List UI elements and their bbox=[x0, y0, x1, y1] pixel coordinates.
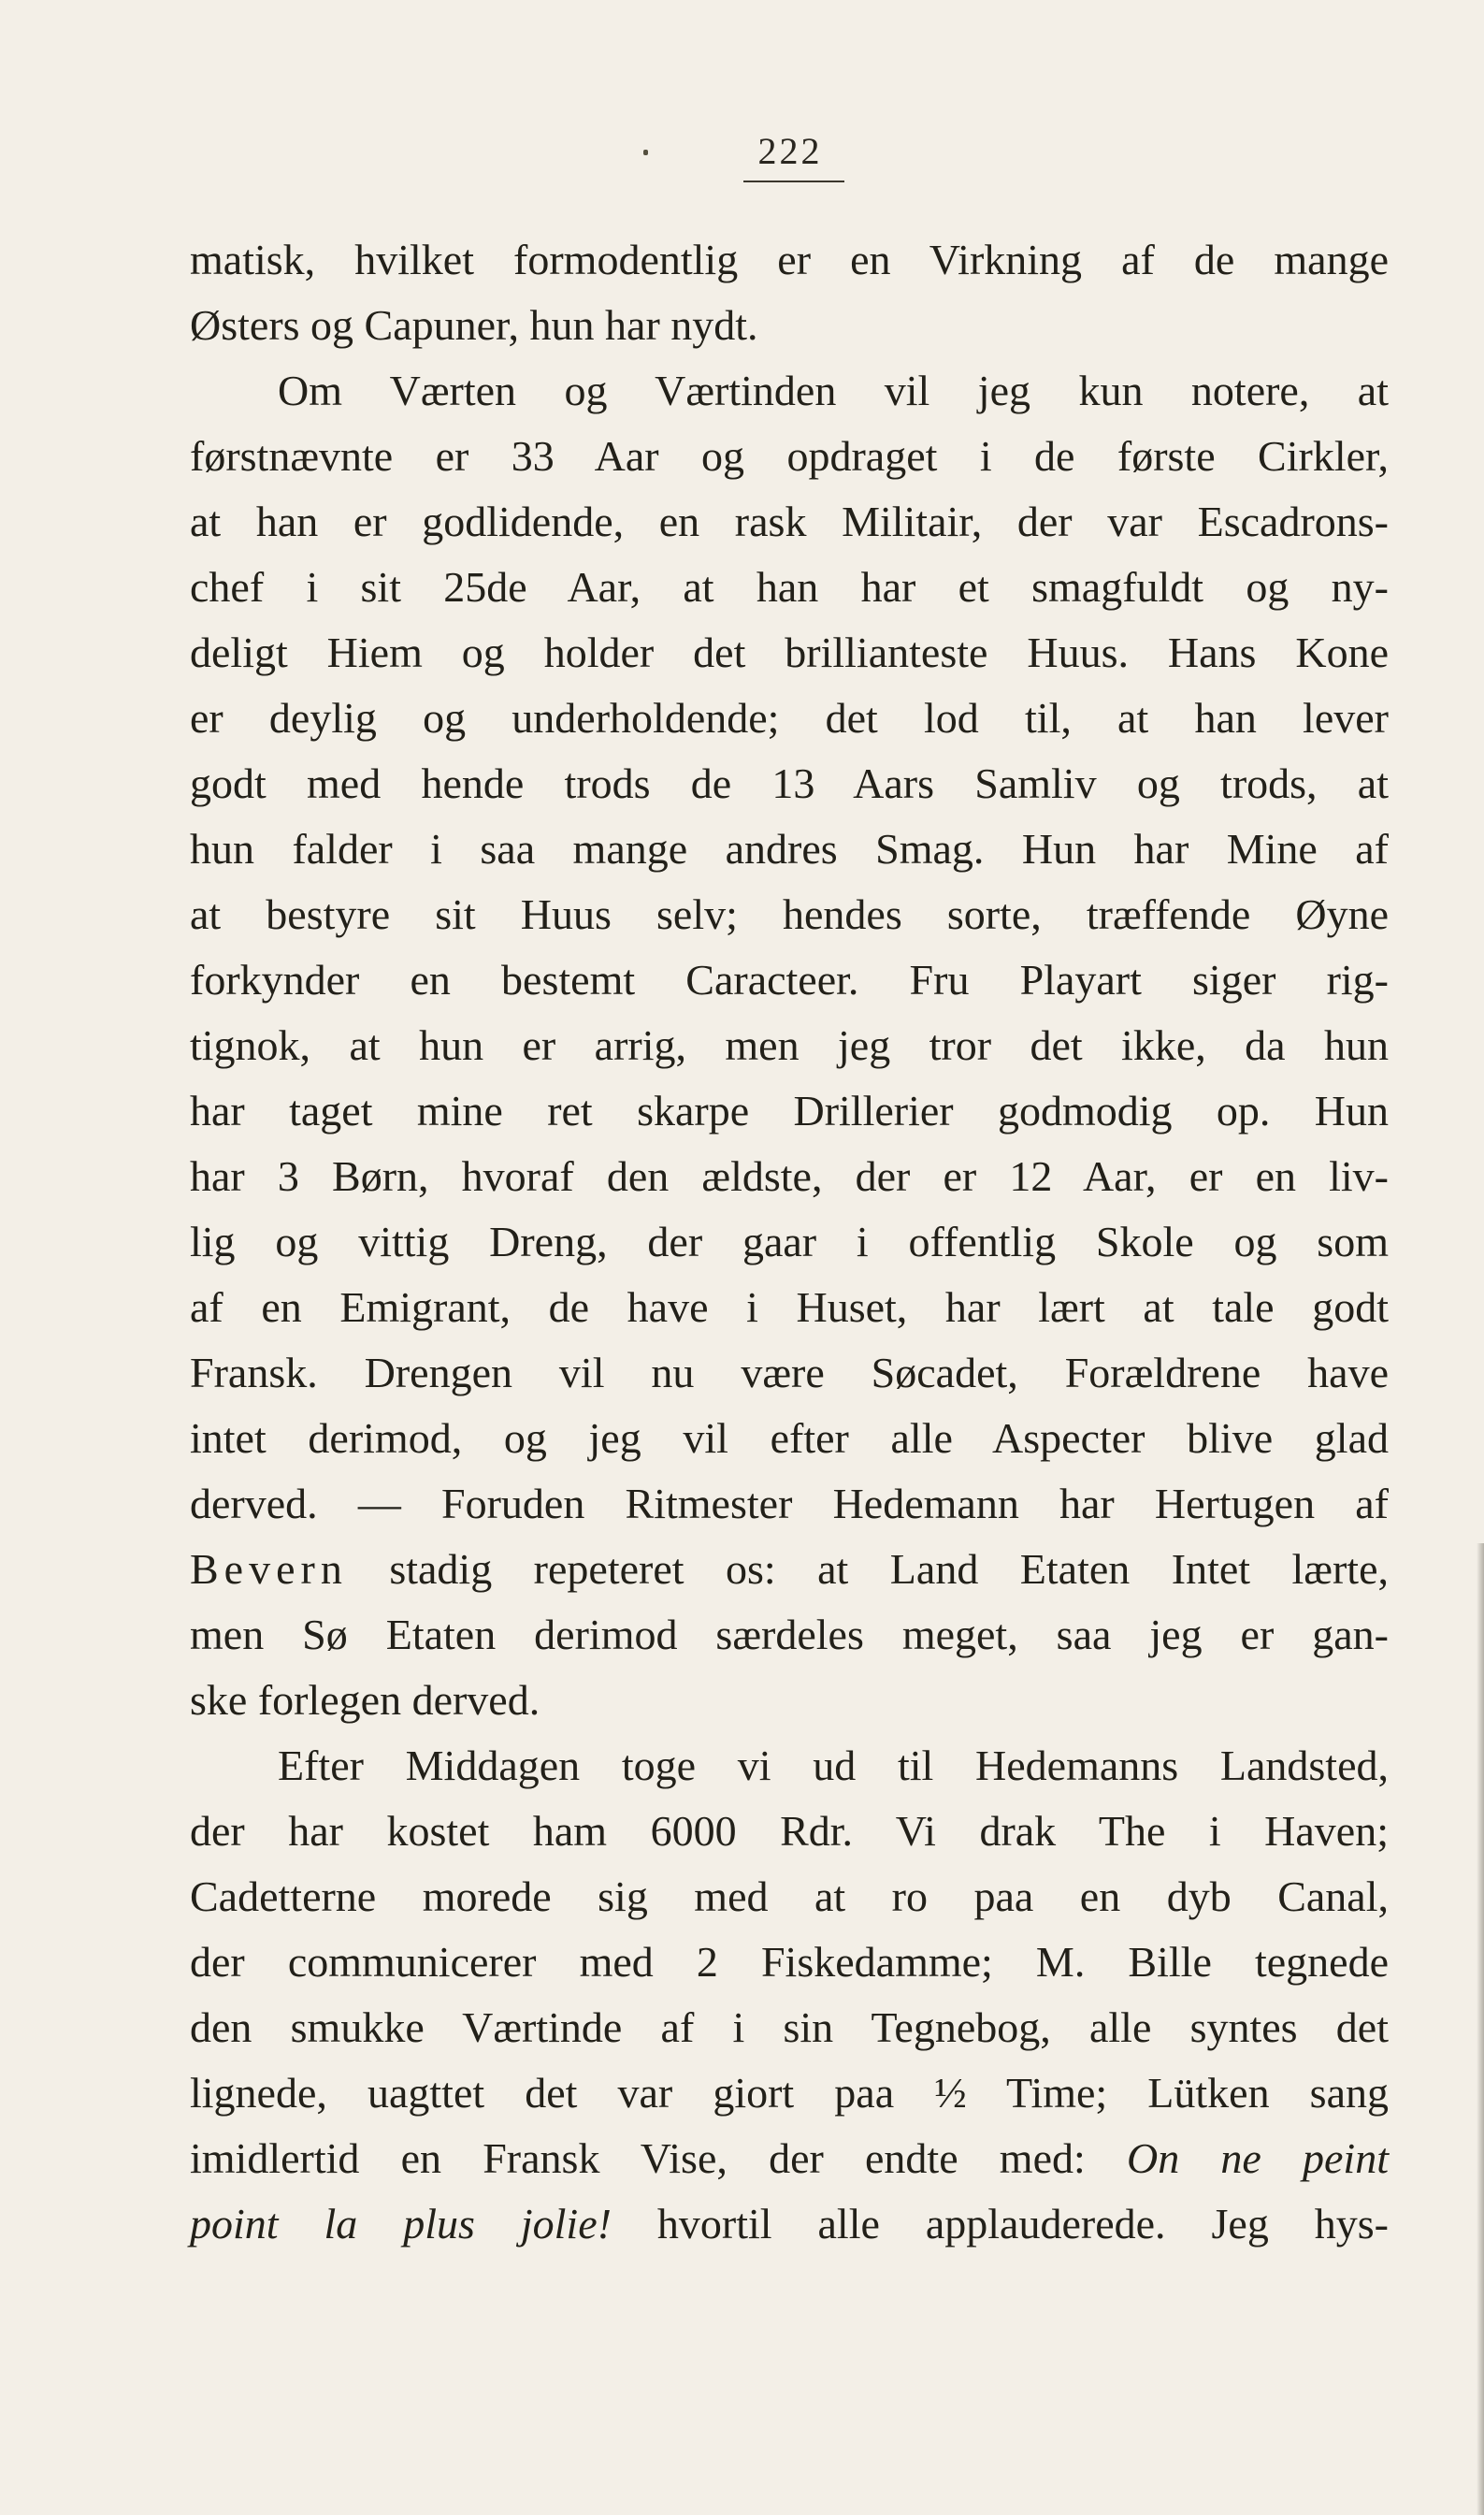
text-segment: imidlertid en Fransk Vise, der endte med: bbox=[190, 2134, 1127, 2182]
text-line: hun falder i saa mange andres Smag. Hun har Mine af bbox=[190, 825, 1389, 873]
text-line: har 3 Børn, hvoraf den ældste, der er 12 Aar, er en liv- bbox=[190, 1152, 1389, 1200]
print-mark bbox=[643, 150, 648, 155]
text-line: Om Værten og Værtinden vil jeg kun notere, at bbox=[278, 367, 1389, 414]
text-line bbox=[190, 2126, 1389, 2191]
spaced-name: Bevern bbox=[190, 1545, 348, 1593]
text-line: men Sø Etaten derimod særdeles meget, saa jeg er gan- bbox=[190, 1611, 1389, 1658]
text-line: matisk, hvilket formodentlig er en Virkning af de mange bbox=[190, 236, 1389, 283]
text-line bbox=[190, 2191, 1389, 2257]
text-line: der communicerer med 2 Fiskedamme; M. Bille tegnede bbox=[190, 1938, 1389, 1986]
text-line: lignede, uagttet det var giort paa ½ Time; Lütken sang bbox=[190, 2069, 1389, 2117]
text-segment: stadig repeteret os: at Land Etaten Intet lærte, bbox=[347, 1545, 1389, 1593]
text-line: deligt Hiem og holder det brillianteste Huus. Hans Kone bbox=[190, 629, 1389, 676]
text-line: at han er godlidende, en rask Militair, der var Escadrons- bbox=[190, 498, 1389, 545]
text-line: Østers og Capuner, hun har nydt. bbox=[190, 301, 758, 349]
text-line bbox=[190, 1537, 1389, 1602]
body-text bbox=[190, 227, 1389, 2257]
text-line: af en Emigrant, de have i Huset, har lært at tale godt bbox=[190, 1283, 1389, 1331]
text-line: lig og vittig Dreng, der gaar i offentlig Skole og som bbox=[190, 1218, 1389, 1265]
text-line: den smukke Værtinde af i sin Tegnebog, alle syntes det bbox=[190, 2003, 1389, 2051]
italic-quote: On ne peint bbox=[1126, 2134, 1389, 2182]
text-line: Efter Middagen toge vi ud til Hedemanns Landsted, bbox=[278, 1742, 1389, 1789]
text-line: tignok, at hun er arrig, men jeg tror det ikke, da hun bbox=[190, 1021, 1389, 1069]
text-line: intet derimod, og jeg vil efter alle Aspecter blive glad bbox=[190, 1414, 1389, 1462]
text-line: chef i sit 25de Aar, at han har et smagfuldt og ny- bbox=[190, 563, 1389, 611]
text-line: førstnævnte er 33 Aar og opdraget i de første Cirkler, bbox=[190, 432, 1389, 480]
text-line: ske forlegen derved. bbox=[190, 1676, 540, 1724]
text-line: derved. — Foruden Ritmester Hedemann har Hertugen af bbox=[190, 1480, 1389, 1527]
text-line: godt med hende trods de 13 Aars Samliv og trods, at bbox=[190, 759, 1389, 807]
text-segment: hvortil alle applauderede. Jeg hys- bbox=[611, 2200, 1389, 2248]
text-line: Cadetterne morede sig med at ro paa en dyb Canal, bbox=[190, 1872, 1389, 1920]
text-line: at bestyre sit Huus selv; hendes sorte, træffende Øyne bbox=[190, 890, 1389, 938]
page-edge-shadow bbox=[1477, 1543, 1484, 2515]
page-number: 222 bbox=[757, 130, 823, 172]
text-line: forkynder en bestemt Caracteer. Fru Playart siger rig- bbox=[190, 956, 1389, 1004]
text-line: Fransk. Drengen vil nu være Søcadet, Forældrene have bbox=[190, 1349, 1389, 1396]
text-line: har taget mine ret skarpe Drillerier godmodig op. Hun bbox=[190, 1087, 1389, 1135]
text-line: der har kostet ham 6000 Rdr. Vi drak The i Haven; bbox=[190, 1807, 1389, 1855]
italic-quote: point la plus jolie! bbox=[190, 2200, 612, 2248]
text-line: er deylig og underholdende; det lod til, at han lever bbox=[190, 694, 1389, 742]
page-number-rule bbox=[743, 181, 844, 182]
